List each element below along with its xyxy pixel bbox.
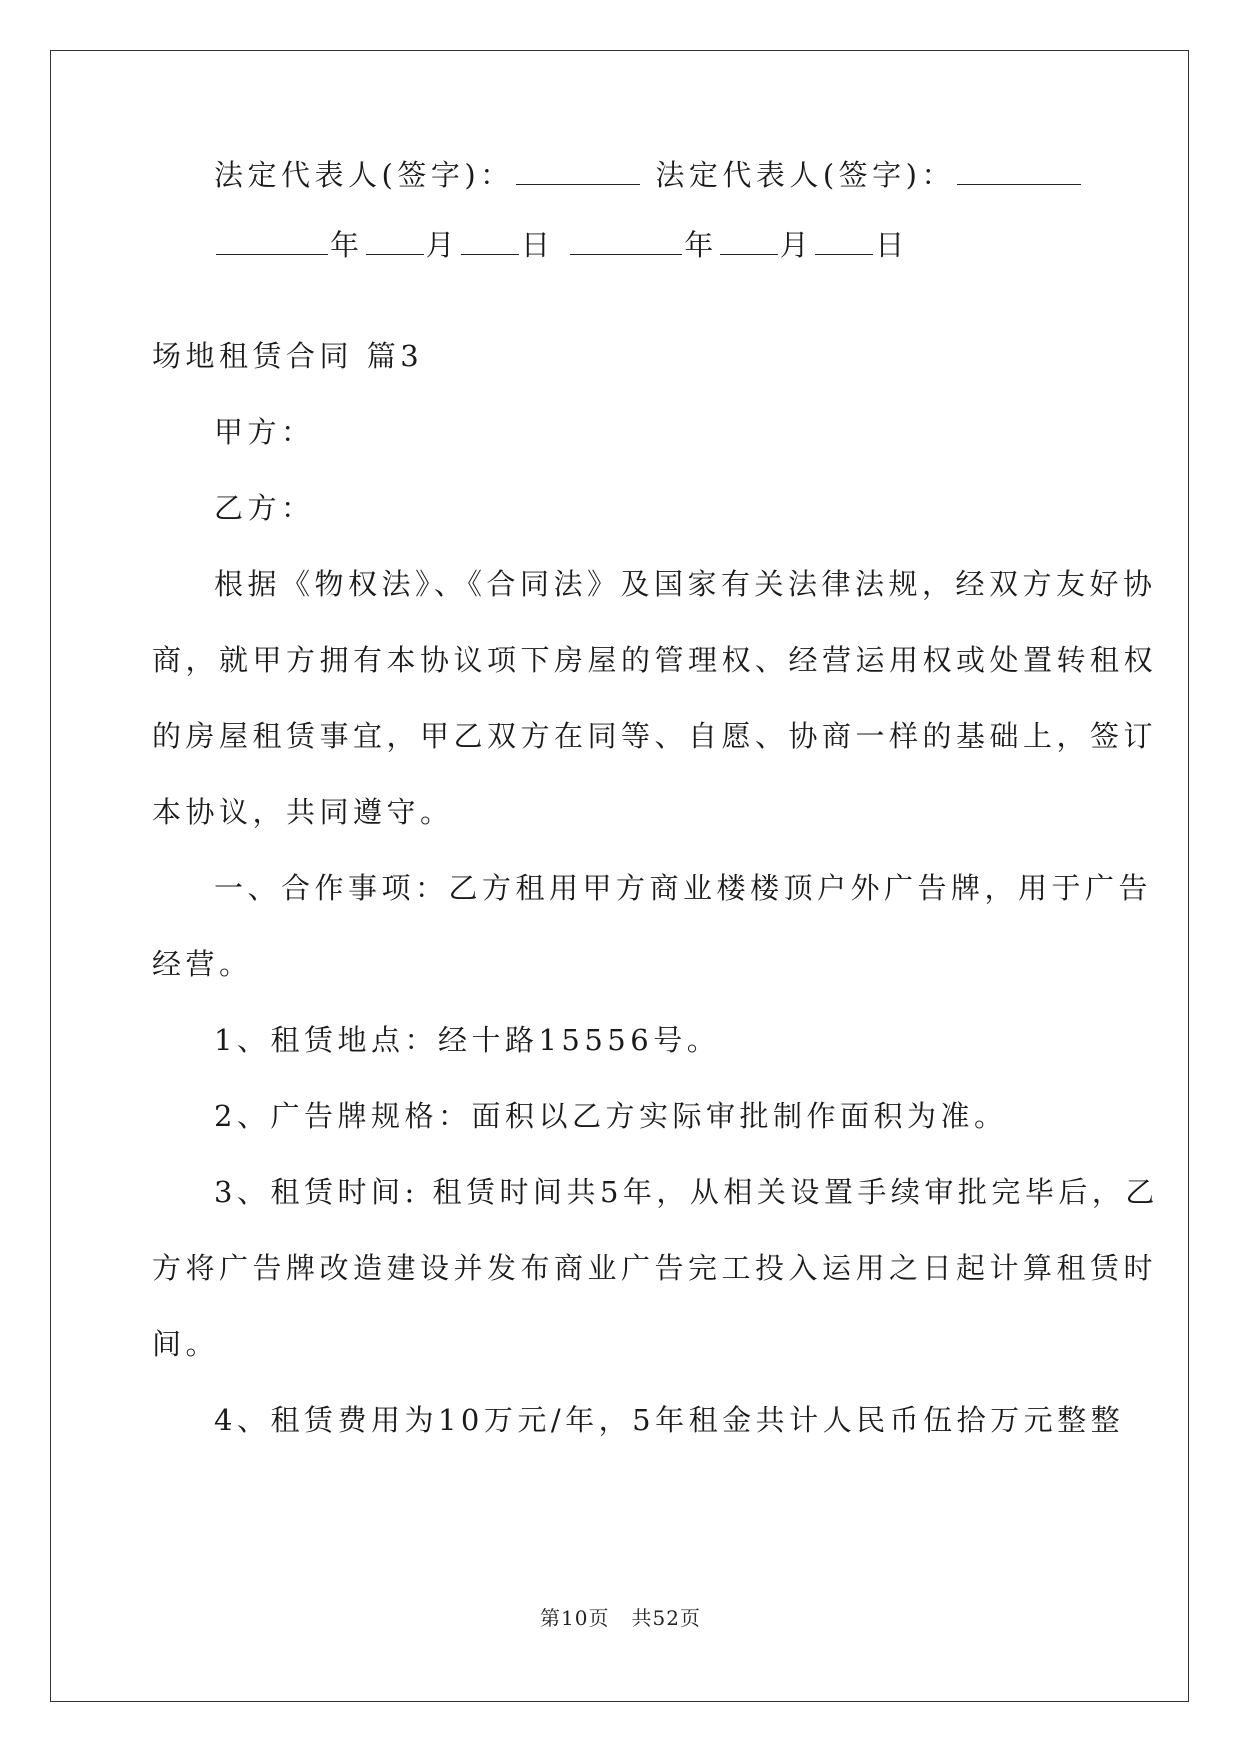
paragraph-line: 本协议，共同遵守。 [152, 795, 454, 829]
page-number: 第10页 [540, 1606, 610, 1630]
day-blank-right [815, 226, 873, 255]
paragraph-line: 4、租赁费用为10万元/年，5年租金共计人民币伍拾万元整整 [214, 1403, 1125, 1437]
page-total: 共52页 [631, 1606, 701, 1630]
date-row [214, 225, 909, 265]
paragraph-line: 的房屋租赁事宜，甲乙双方在同等、自愿、协商一样的基础上，签订 [152, 719, 1158, 753]
paragraph-line: 经营。 [152, 947, 253, 981]
year-blank-right [570, 226, 682, 255]
year-blank-left [216, 226, 328, 255]
signature-blank-left [516, 156, 640, 185]
day-blank-left [461, 226, 519, 255]
paragraph-line: 一、合作事项：乙方租用甲方商业楼楼顶户外广告牌，用于广告 [214, 871, 1153, 905]
month-blank-right [720, 226, 778, 255]
signature-blank-right [957, 156, 1081, 185]
day-label-right: 日 [875, 228, 909, 262]
year-label-right: 年 [684, 228, 718, 262]
paragraph-line: 1、租赁地点：经十路15556号。 [214, 1023, 721, 1057]
legal-rep-label-right: 法定代表人(签字)： [655, 158, 955, 192]
paragraph-line: 2、广告牌规格：面积以乙方实际审批制作面积为准。 [214, 1099, 1008, 1133]
month-blank-left [366, 226, 424, 255]
section-title: 场地租赁合同 篇3 [152, 339, 424, 373]
page-footer [0, 1605, 1241, 1631]
month-label-left: 月 [425, 228, 460, 262]
paragraph-line: 3、租赁时间: 租赁时间共5年，从相关设置手续审批完毕后，乙 [214, 1175, 1159, 1209]
paragraph-line: 商，就甲方拥有本协议项下房屋的管理权、经营运用权或处置转租权 [152, 643, 1158, 677]
party-b-label: 乙方： [214, 491, 315, 525]
day-label-left: 日 [521, 228, 555, 262]
year-label-left: 年 [330, 228, 364, 262]
paragraph-line: 间。 [152, 1327, 220, 1361]
paragraph-line: 方将广告牌改造建设并发布商业广告完工投入运用之日起计算租赁时 [152, 1251, 1158, 1285]
paragraph-line: 根据《物权法》、《合同法》及国家有关法律法规，经双方友好协 [214, 567, 1157, 601]
legal-rep-label-left: 法定代表人(签字)： [214, 158, 514, 192]
month-label-right: 月 [779, 228, 814, 262]
party-a-label: 甲方： [214, 415, 315, 449]
signature-row [214, 155, 1083, 195]
